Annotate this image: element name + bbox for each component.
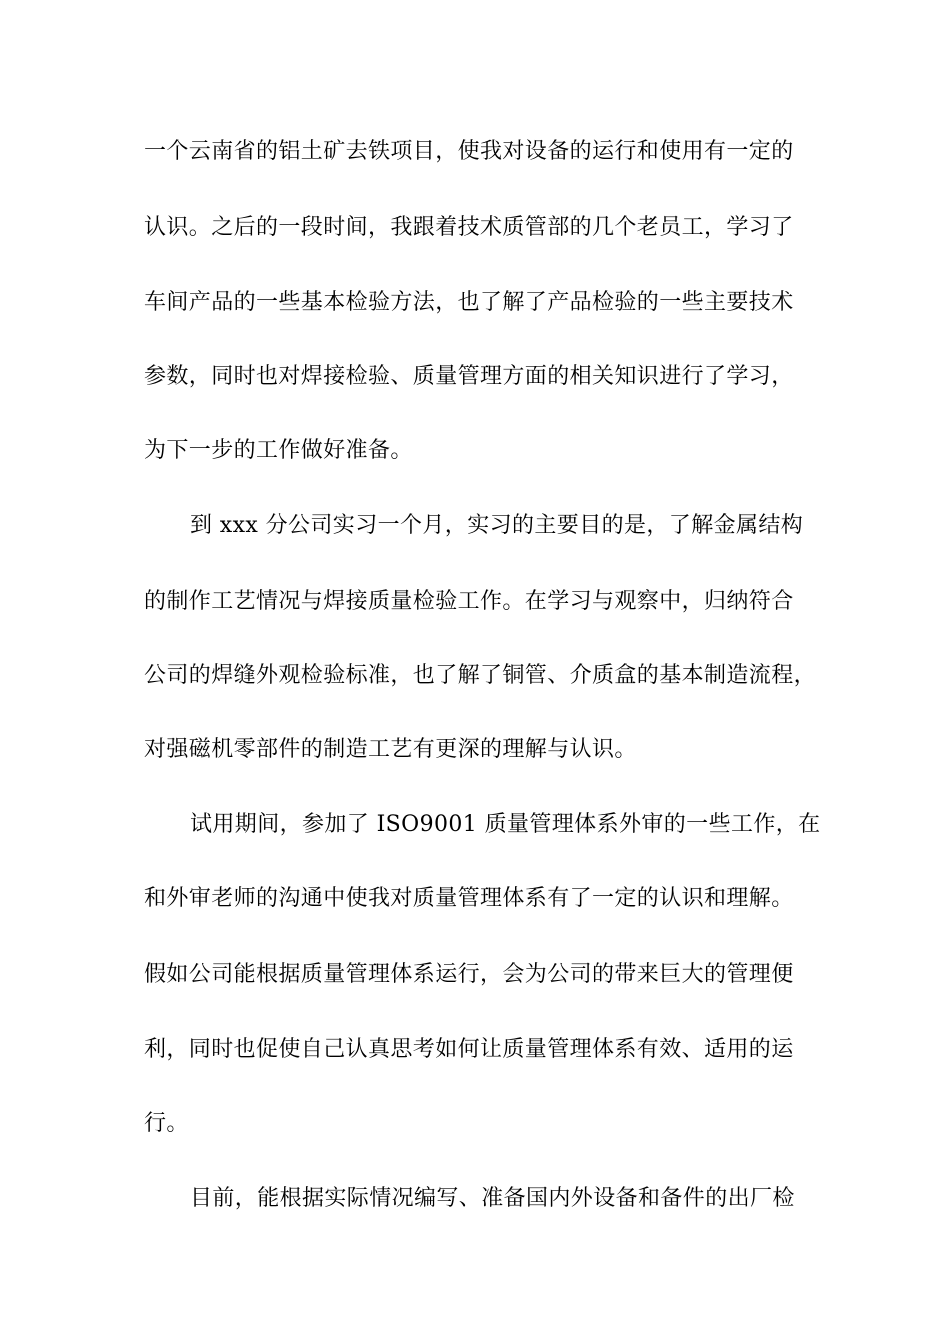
text-line: 的制作工艺情况与焊接质量检验工作。在学习与观察中，归纳符合 xyxy=(144,589,794,614)
paragraph-start-line: 目前，能根据实际情况编写、准备国内外设备和备件的出厂检 xyxy=(190,1186,795,1211)
text-line: 参数，同时也对焊接检验、质量管理方面的相关知识进行了学习， xyxy=(144,364,794,389)
paragraph-start-line: 试用期间，参加了 ISO9001 质量管理体系外审的一些工作，在 xyxy=(190,812,821,837)
text-line: 利，同时也促使自己认真思考如何让质量管理体系有效、适用的运 xyxy=(144,1037,794,1062)
text-line: 和外审老师的沟通中使我对质量管理体系有了一定的认识和理解。 xyxy=(144,886,794,911)
paragraph-start-line: 到 xxx 分公司实习一个月，实习的主要目的是，了解金属结构 xyxy=(190,513,804,538)
text-line: 车间产品的一些基本检验方法，也了解了产品检验的一些主要技术 xyxy=(144,290,794,315)
text-line: 行。 xyxy=(144,1111,189,1136)
text-line: 一个云南省的铝土矿去铁项目，使我对设备的运行和使用有一定的 xyxy=(144,139,794,164)
text-line: 对强磁机零部件的制造工艺有更深的理解与认识。 xyxy=(144,737,637,762)
text-line: 为下一步的工作做好准备。 xyxy=(144,438,413,463)
text-line: 认识。之后的一段时间，我跟着技术质管部的几个老员工，学习了 xyxy=(144,215,794,240)
text-line: 假如公司能根据质量管理体系运行，会为公司的带来巨大的管理便 xyxy=(144,962,794,987)
text-line: 公司的焊缝外观检验标准，也了解了铜管、介质盒的基本制造流程， xyxy=(144,663,817,688)
